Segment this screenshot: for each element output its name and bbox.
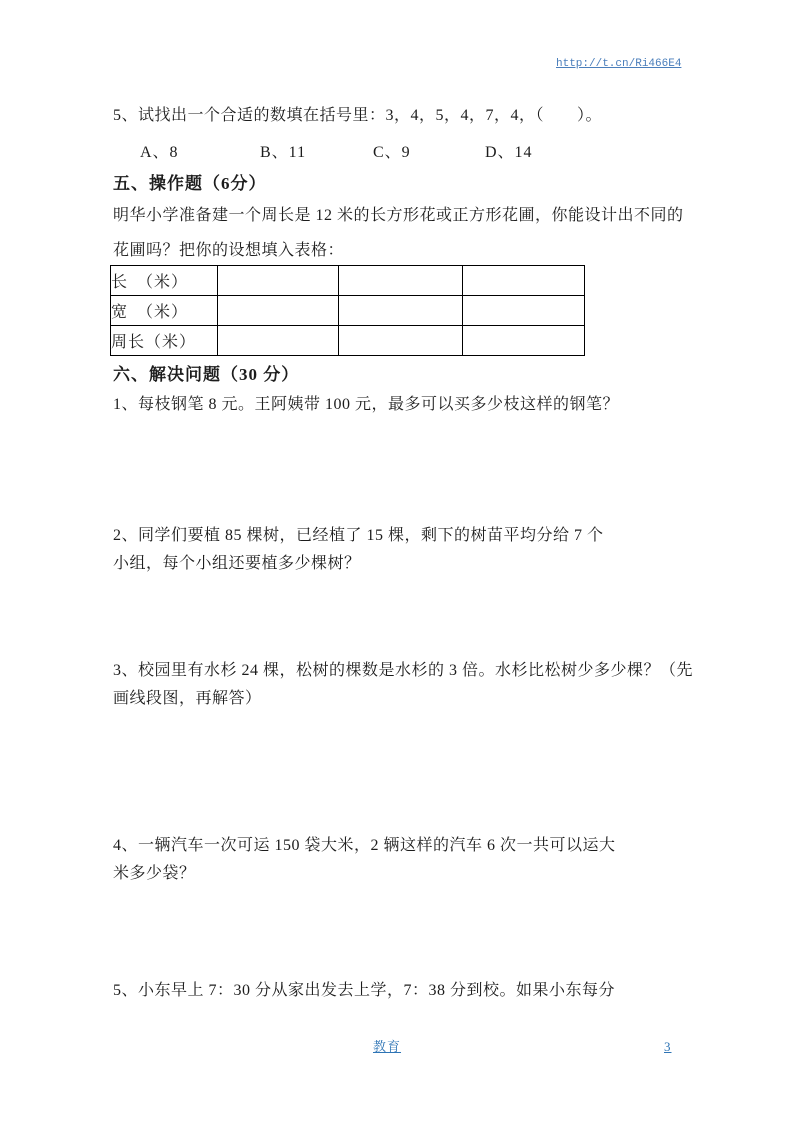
- table-cell-empty: [463, 266, 585, 296]
- question5-options-row: [0, 139, 793, 167]
- garden-design-table: [110, 265, 585, 356]
- row-label-perimeter: 周长（米）: [111, 326, 218, 356]
- option-d: D、14: [485, 144, 533, 161]
- problem-2-line-1: 2、同学们要植 85 棵树，已经植了 15 棵，剩下的树苗平均分给 7 个: [113, 527, 604, 544]
- table-row-perimeter: [111, 326, 585, 356]
- section5-heading: 五、操作题（6分）: [113, 174, 267, 193]
- question5-stem: 5、试找出一个合适的数填在括号里：3，4，5，4，7，4，（ ）。: [113, 107, 603, 124]
- section5-intro-line-1: 明华小学准备建一个周长是 12 米的长方形花或正方形花圃，你能设计出不同的: [113, 207, 684, 224]
- section6-heading: 六、解决问题（30 分）: [113, 365, 300, 384]
- footer-page-number[interactable]: 3: [664, 1039, 672, 1054]
- table-row-width: [111, 296, 585, 326]
- table-cell-empty: [218, 296, 339, 326]
- problem-3-line-1: 3、校园里有水杉 24 棵，松树的棵数是水杉的 3 倍。水杉比松树少多少棵？（先: [113, 662, 694, 679]
- section5-intro-line-2: 花圃吗？把你的设想填入表格：: [113, 242, 345, 259]
- problem-3-line-2: 画线段图，再解答）: [113, 690, 262, 707]
- table-row-length: [111, 266, 585, 296]
- table-cell-empty: [463, 326, 585, 356]
- table-cell-empty: [339, 296, 463, 326]
- problem-4-line-1: 4、一辆汽车一次可运 150 袋大米，2 辆这样的汽车 6 次一共可以运大: [113, 837, 616, 854]
- problem-4-line-2: 米多少袋？: [113, 865, 196, 882]
- problem-2-line-2: 小组，每个小组还要植多少棵树？: [113, 555, 361, 572]
- table-cell-empty: [218, 266, 339, 296]
- option-c: C、9: [373, 144, 411, 161]
- footer-education-link[interactable]: 教育: [373, 1039, 402, 1054]
- row-label-width: 宽 （米）: [111, 296, 218, 326]
- option-b: B、11: [260, 144, 307, 161]
- table-cell-empty: [218, 326, 339, 356]
- table-cell-empty: [339, 266, 463, 296]
- option-a: A、8: [140, 144, 179, 161]
- problem-1-line-1: 1、每枝钢笔 8 元。王阿姨带 100 元，最多可以买多少枝这样的钢笔？: [113, 396, 620, 413]
- row-label-length: 长 （米）: [111, 266, 218, 296]
- table-cell-empty: [463, 296, 585, 326]
- table-cell-empty: [339, 326, 463, 356]
- top-url-link[interactable]: http://t.cn/Ri466E4: [556, 58, 682, 70]
- problem-5-line-1: 5、小东早上 7：30 分从家出发去上学，7：38 分到校。如果小东每分: [113, 982, 616, 999]
